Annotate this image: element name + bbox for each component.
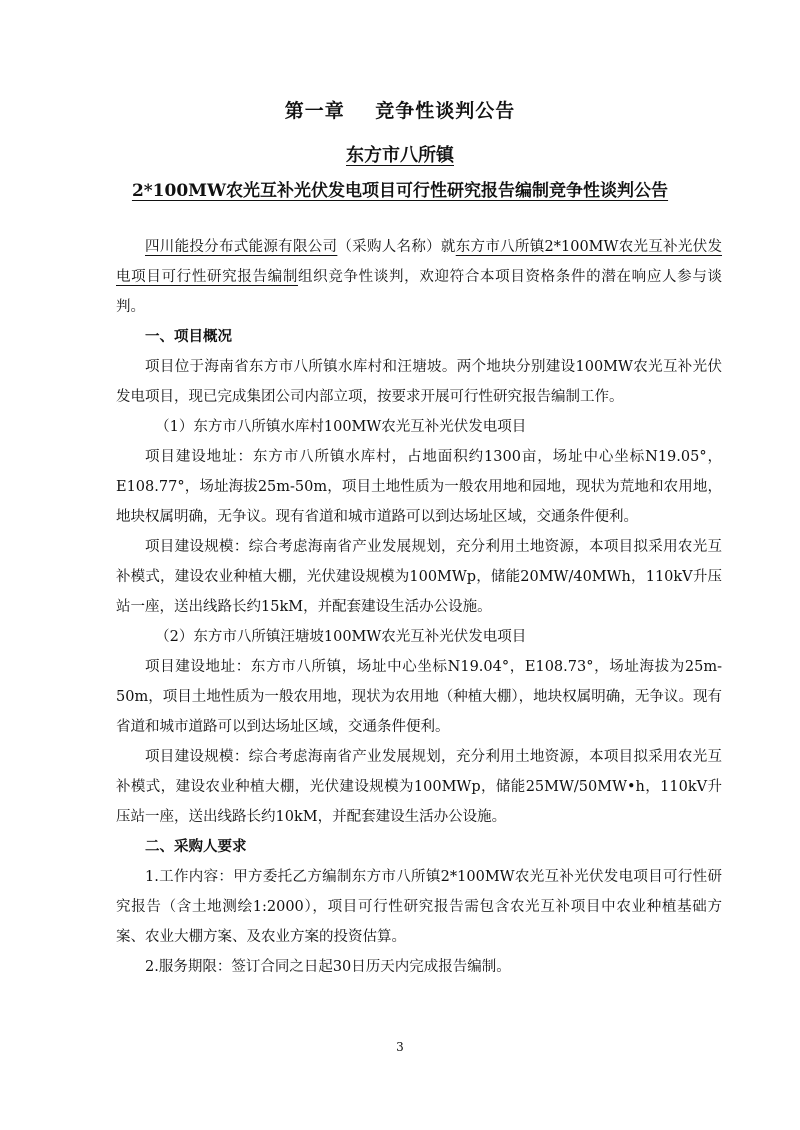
announcement-title [0,176,800,201]
intro-paragraph [116,232,722,322]
requirement-2: 2.服务期限：签订合同之日起30日历天内完成报告编制。 [145,959,511,975]
project-name: 东方市八所镇2*100MW农光互补光伏发电项目可行性研究报告编制 [116,239,722,285]
requirement-1: 1.工作内容：甲方委托乙方编制东方市八所镇2*100MW农光互补光伏发电项目可行性研究报告（含土地测绘1:2000），项目可行性研究报告需包含农光互补项目中农业种植基础方案、农业大棚方案、及农业方案的投资估算。 [116,869,722,945]
sub1-scale-paragraph: 项目建设规模：综合考虑海南省产业发展规划，充分利用土地资源，本项目拟采用农光互补模式，建设农业种植大棚，光伏建设规模为100MWp，储能20MW/40MWh，110kV升压站一座，送出线路长约15kM，并配套建设生活办公设施。 [116,539,722,615]
announcement-title-text: 2*100MW农光互补光伏发电项目可行性研究报告编制竞争性谈判公告 [131,181,669,201]
sub2-scale-paragraph: 项目建设规模：综合考虑海南省产业发展规划，充分利用土地资源，本项目拟采用农光互补模式，建设农业种植大棚，光伏建设规模为100MWp，储能25MW/50MW•h，110kV升压站一座，送出线路长约10kM，并配套建设生活办公设施。 [116,749,722,825]
chapter-title: 第一章 竞争性谈判公告 [284,100,516,122]
section1-heading: 一、项目概况 [145,328,232,345]
purchaser-name: 四川能投分布式能源有限公司 [145,239,338,255]
location-title [0,141,800,167]
sub1-heading: （1）东方市八所镇水库村100MW农光互补光伏发电项目 [155,419,527,435]
document-body [116,232,722,982]
sub1-site-paragraph: 项目建设地址：东方市八所镇水库村，占地面积约1300亩，场址中心坐标N19.05°，E108.77°，场址海拔25m-50m，项目土地性质为一般农用地和园地，现状为荒地和农用地，地块权属明确，无争议。现有省道和城市道路可以到达场址区域，交通条件便利。 [116,449,722,525]
page-number: 3 [396,1040,404,1054]
intro-rest: 组织竞争性谈判，欢迎符合本项目资格条件的潜在响应人参与谈判。 [116,269,722,315]
location-title-text: 东方市八所镇 [346,145,454,166]
section2-heading: 二、采购人要求 [145,838,247,855]
sub2-heading: （2）东方市八所镇汪塘坡100MW农光互补光伏发电项目 [155,629,527,645]
section1-paragraph: 项目位于海南省东方市八所镇水库村和汪塘坡。两个地块分别建设100MW农光互补光伏发电项目，现已完成集团公司内部立项，按要求开展可行性研究报告编制工作。 [116,359,722,405]
sub2-site-paragraph: 项目建设地址：东方市八所镇，场址中心坐标N19.04°，E108.73°，场址海拔为25m-50m，项目土地性质为一般农用地，现状为农用地（种植大棚），地块权属明确，无争议。现有省道和城市道路可以到达场址区域，交通条件便利。 [116,659,722,735]
purchaser-note: （采购人名称）就 [337,239,456,255]
